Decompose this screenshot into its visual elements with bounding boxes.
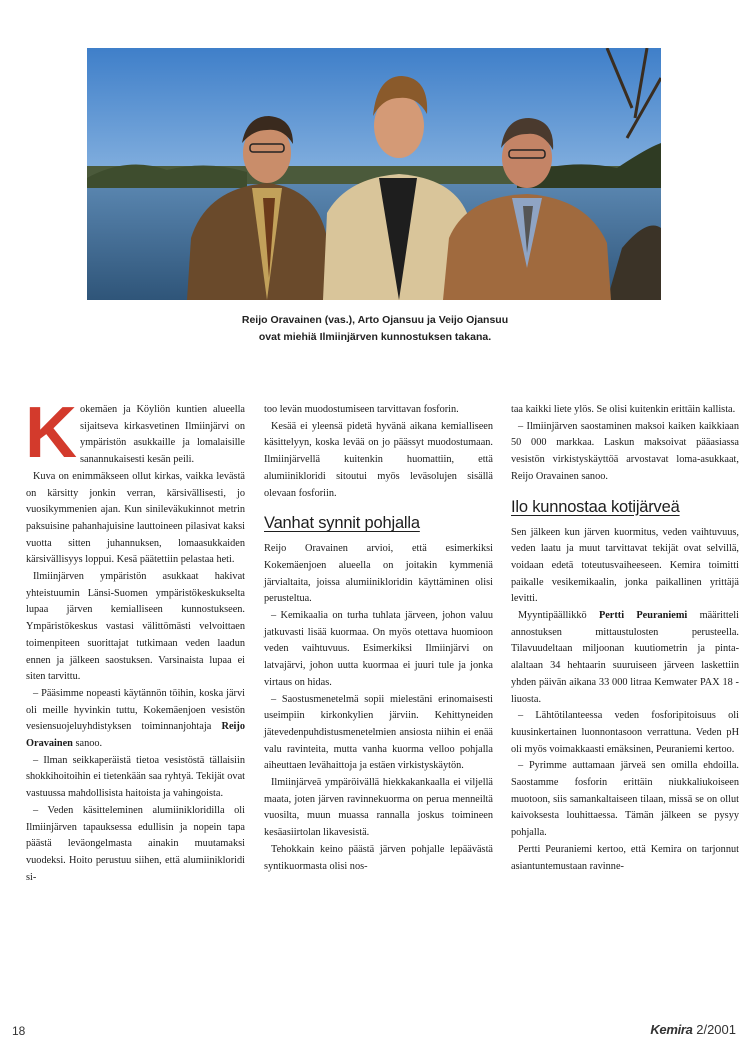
- paragraph: – Veden käsitteleminen alumiinikloridilla oli Ilmiinjärven tapauksessa edullisin ja nopein tapa päästä leväongelmasta ainakin muutamaksi vuodeksi. Hoito perustuu siihen, että alumiinikloridi si-: [26, 804, 245, 883]
- person-name: Reijo Oravainen: [26, 721, 245, 750]
- article-column-2: [264, 402, 493, 875]
- paragraph-text: – Pääsimme nopeasti käytännön töihin, koska järvi oli meille hyvinkin tuttu, Kokemäenjoen vesistön vesiensuojeluyhdistyksen toiminnanjohtaja: [26, 687, 245, 733]
- drop-cap: K: [25, 393, 77, 473]
- article-photo: [87, 48, 661, 300]
- paragraph: – Lähtötilanteessa veden fosforipitoisuus oli kuusinkertainen luonnontasoon verrattuna. Veden pH oli myös voimakkaasti emäksinen, Peuraniemi kertoo.: [511, 710, 739, 755]
- section-heading: Ilo kunnostaa kotijärveä: [511, 497, 680, 516]
- paragraph-text: Myyntipäällikkö: [518, 610, 587, 622]
- paragraph: Sen jälkeen kun järven kuormitus, veden vaihtuvuus, veden laatu ja muut tarvittavat tekijät ovat selvillä, voidaan edetä toteutusvaiheeseen. Kemira toimitti paikalle vesikemikaalin, jonka paikallinen yrittäjä levitti.: [511, 526, 739, 605]
- paragraph: [26, 686, 245, 753]
- issue-number: 2/2001: [696, 1022, 736, 1037]
- paragraph: Reijo Oravainen arvioi, että esimerkiksi Kokemäenjoen alueella on joitakin kymmeniä järvialtaita, joissa alumiinikloridin käyttäminen olisi perusteltua.: [264, 543, 493, 605]
- kemira-logo: Kemira: [650, 1022, 693, 1037]
- paragraph: Ilmiinjärveä ympäröivällä hiekkakankaalla ei viljellä maata, joten järven ravinnekuorma on perua menneiltä vuosilta, muun muassa rannalla joskus toimineen kesäasiirtolan likavesistä.: [264, 777, 493, 839]
- paragraph: Kesää ei yleensä pidetä hyvänä aikana kemialliseen käsittelyyn, koska levää on jo päässyt muodostumaan. Ilmiinjärvellä kuitenkin huomattiin, että alumiinikloridi sitoutui myös leväsolujen sisällä olevaan fosforiin.: [264, 420, 493, 499]
- person-name: Pertti Peuraniemi: [598, 610, 688, 622]
- paragraph: okemäen ja Köyliön kuntien alueella sijaitseva kirkasvetinen Ilmiinjärvi on ympäristön asukkaille ja lomalaisille sanannukaisesti kesän peili.: [80, 404, 245, 466]
- paragraph: Tehokkain keino päästä järven pohjalle lepäävästä syntikuormasta olisi nos-: [264, 843, 493, 872]
- paragraph: Kuva on enimmäkseen ollut kirkas, vaikka levästä on kärsitty jonkin verran, kärsivällisesti, jo vuosikymmenien ajan. Kun sinileväkukinnot metrin paksuisine pahanhajuisine lauttoineen pilasivat kaksi vuotta sitten juhannuksen, lomaasukkaiden kärsivällisyys loppui. Kesä päätettiin pelastaa heti.: [26, 470, 245, 566]
- paragraph: – Kemikaalia on turha tuhlata järveen, johon valuu jatkuvasti lisää kuormaa. On myös otettava huomioon veden vaihtuvuus. Esimerkiksi Ilmiinjärvi on latvajärvi, johon uutta kuormaa ei juuri tule ja jonka virtaus on hidas.: [264, 610, 493, 688]
- paragraph-text: sanoo.: [75, 738, 103, 750]
- paragraph: – Ilmiinjärven saostaminen maksoi kaiken kaikkiaan 50 000 markkaa. Laskun maksoivat pääasiassa vesistön virkistyskäyttöä arvostavat loma-asukkaat, Reijo Oravainen sanoo.: [511, 420, 739, 482]
- paragraph: taa kaikki liete ylös. Se olisi kuitenkin erittäin kallista.: [511, 404, 736, 415]
- three-men-portrait-photo-icon: [87, 48, 661, 300]
- paragraph: – Saostusmenetelmä sopii mielestäni erinomaisesti useimpiin kirkonkylien järviin. Kehittyneiden jätevedenpuhdistusmenetelmien ansiosta niihin ei enää valu ravinteita, mutta vanha kuorma velloo pohjalla aiheuttaen levähaittoja ja estäen virkistyskäytön.: [264, 693, 493, 772]
- paragraph-text: määritteli annostuksen mittaustulosten perusteella. Tilavuudeltaan miljoonan kuutiometrin ja pinta-alaltaan 34 hehtaarin suuruiseen järveen laskettiin yhden päivän aikana 33 000 litraa Kemwater PAX 18 -liuosta.: [511, 610, 740, 705]
- article-column-3: [511, 402, 739, 875]
- page-number: 18: [12, 1024, 26, 1038]
- paragraph: – Ilman seikkaperäistä tietoa vesistöstä tällaisiin shokkihoitoihin ei tietenkään saa ryhtyä. Tekijät ovat vastuussa mahdollisista haitoista ja vahingoista.: [26, 754, 245, 800]
- article-column-1: [25, 393, 245, 886]
- caption-line-1: Reijo Oravainen (vas.), Arto Ojansuu ja Veijo Ojansuu: [241, 314, 509, 326]
- paragraph: [511, 608, 739, 708]
- magazine-issue: [650, 1022, 736, 1037]
- paragraph: too levän muodostumiseen tarvittavan fosforin.: [264, 404, 459, 415]
- photo-caption: [150, 312, 600, 346]
- paragraph: – Pyrimme auttamaan järveä sen omilla ehdoilla. Saostamme fosforin erittäin niukkaliukoiseen muotoon, siis samankaltaiseen tilaan, missä se on ollut kaivoksesta louhittaessa. Tämän jälkeen se pysyy pohjalla.: [511, 760, 739, 839]
- paragraph: Ilmiinjärven ympäristön asukkaat hakivat yhteistuumin Länsi-Suomen ympäristökeskukselta lupaa järven kemialliseen kunnostukseen. Ympäristökeskus vastasi välittömästi velvoittaen toimenpiteen suorittajat tutkimaan veden laadun ennen ja jälkeen saostuksen. Varsinaista lupaa ei siten tarvittu.: [26, 571, 245, 683]
- paragraph: Pertti Peuraniemi kertoo, että Kemira on tarjonnut asiantuntemustaan ravinne-: [511, 843, 739, 872]
- section-heading: Vanhat synnit pohjalla: [264, 514, 420, 533]
- caption-line-2: ovat miehiä Ilmiinjärven kunnostuksen takana.: [258, 331, 492, 343]
